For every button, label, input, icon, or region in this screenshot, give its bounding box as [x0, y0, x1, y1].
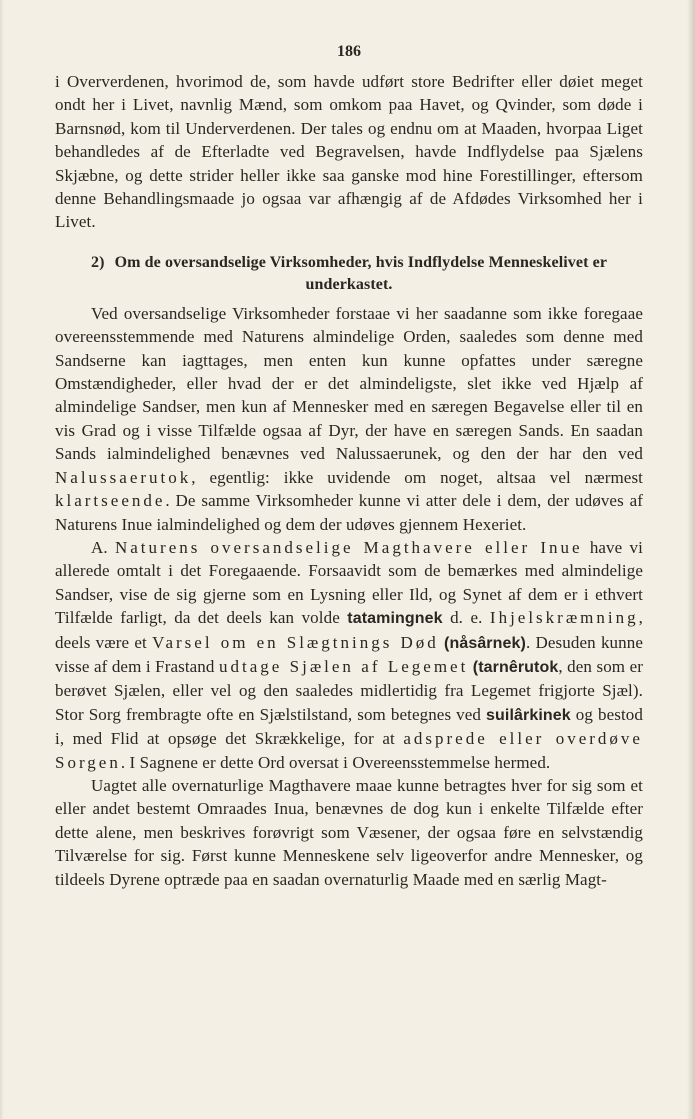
- spaced-term: Varsel om en Slægtnings Død: [152, 632, 439, 652]
- text-run: , egentlig: ikke uvidende om noget, altsaa vel nærmest: [191, 467, 643, 487]
- text-run: . Desuden kunne visse af dem i Frastand: [55, 632, 644, 676]
- text-run: , deels være et: [55, 608, 643, 652]
- text-run: og bestod i, med Flid at opsøge det Skrækkelige, for at: [55, 704, 643, 749]
- page-right-edge: [687, 0, 695, 1119]
- section-title: Om de oversandselige Virksomheder, hvis Indflydelse Menneskelivet er underkastet.: [114, 253, 608, 293]
- page-number: 186: [337, 43, 361, 60]
- greenlandic-term: tatamingnek: [347, 610, 443, 628]
- spaced-term: udtage Sjælen af Legemet: [218, 656, 469, 676]
- page-left-edge: [0, 0, 4, 1119]
- greenlandic-term: (tarnêrutok: [472, 658, 559, 676]
- paragraph-inue: [55, 536, 643, 774]
- spaced-term: klartseende: [55, 491, 166, 511]
- text-run: have vi allerede omtalt i det Foregaaende. Forsaavidt som de bemærkes med almindelige Sandser, vise de sig gjerne som en Lysning eller Ild, og Synet af dem er i ethvert Tilfælde farligt, da det deels kan volde: [55, 537, 643, 628]
- book-page: [55, 40, 643, 891]
- text-run: . I Sagnene er dette Ord oversat i Overeensstemmelse hermed.: [120, 752, 551, 772]
- text-run: Ved oversandselige Virksomheder forstaae vi her saadanne som ikke foregaae overeensstemmende med Naturens almindelige Orden, saaledes som denne med Sandserne kan iagttages, men enten kun kunne opfattes under særegne Omstændigheder, eller hvad der er det almindeligste, slet ikke ved Hjælp af almindelige Sandser, men kun af Mennesker med en særegen Begavelse eller til en vis Grad og i visse Tilfælde ogsaa af Dyr, der have en særegen Sands. En saadan Sands ialmindelighed benævnes ved Nalussaerunek, og den der har den ved: [55, 303, 643, 464]
- paragraph-supernatural-activities: [55, 302, 643, 536]
- paragraph-magthavere: Uagtet alle overnaturlige Magthavere maae kunne betragtes hver for sig som et eller andet bestemt Omraades Inua, benævnes de dog kun i enkelte Tilfælde efter dette alene, men beskrives forøvrigt som Væsener, der ogsaa føre en selvstændig Tilværelse for sig. Først kunne Menneskene selv ligeoverfor andre Mennesker, og tildeels Dyrene optræde paa en saadan overnaturlig Maade med en særlig Magt-: [55, 775, 643, 889]
- greenlandic-term: suilârkinek: [486, 706, 571, 724]
- page-body: [55, 70, 643, 891]
- spaced-term: Nalussaerutok: [55, 467, 192, 487]
- greenlandic-term: (nåsârnek): [444, 634, 526, 652]
- text-run: , den som er berøvet Sjælen, eller vel og den saaledes midlertidig fra Legemet frigjorte Sjæl). Stor Sorg frembragte ofte en Sjælstilstand, som betegnes ved: [55, 656, 643, 724]
- spaced-term: Ihjelskræmning: [489, 608, 639, 628]
- text-run: A.: [91, 537, 108, 557]
- text-run: . De samme Virksomheder kunne vi atter dele i dem, der udøves af Naturens Inue ialmindelighed og dem der udøves gjennem Hexeriet.: [55, 491, 643, 534]
- section-heading: [65, 252, 633, 296]
- text-run: d. e.: [450, 608, 483, 628]
- paragraph-underworld: i Oververdenen, hvorimod de, som havde udført store Bedrifter eller døiet meget ondt her i Livet, navnlig Mænd, som omkom paa Havet, og Qvinder, som døde i Barnsnød, kom til Underverdenen. Der tales og endnu om at Maaden, hvorpaa Liget behandledes af de Efterladte ved Begravelsen, havde Indflydelse paa Sjælens Skjæbne, og dette strider heller ikke saa ganske mod hine Forestillinger, eftersom denne Behandlingsmaade jo ogsaa var afhængig af de Afdødes Virksomhed her i Livet.: [55, 72, 643, 232]
- spaced-term: Naturens oversandselige Magthavere eller Inue: [114, 537, 583, 557]
- spaced-term: adsprede eller overdøve Sorgen: [55, 729, 643, 772]
- section-number: 2): [90, 253, 105, 271]
